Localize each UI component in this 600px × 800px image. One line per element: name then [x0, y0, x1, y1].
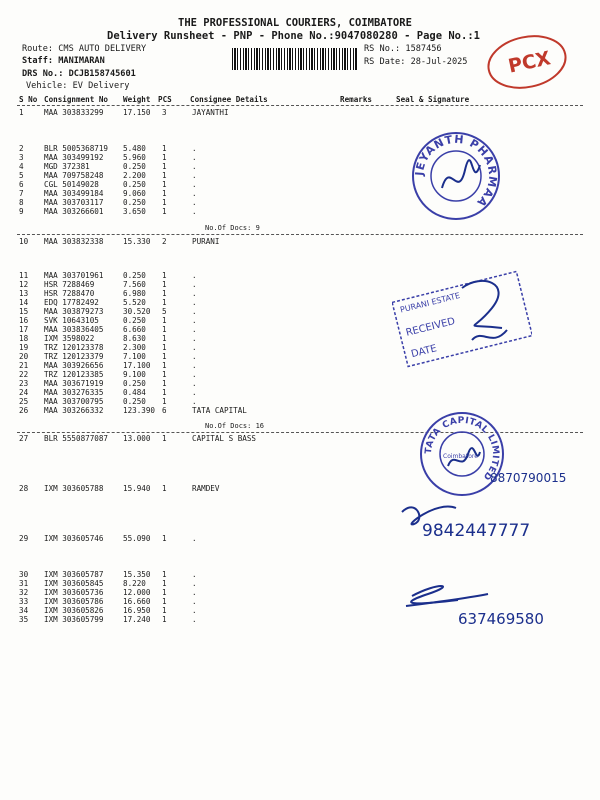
row-weight: 0.250 [123, 397, 146, 406]
row-consignment: IXM 3598022 [44, 334, 95, 343]
row-weight: 3.650 [123, 207, 146, 216]
row-details: . [192, 334, 197, 343]
row-weight: 5.480 [123, 144, 146, 153]
row-details: . [192, 307, 197, 316]
col-sno: S No [19, 95, 38, 104]
row-sno: 32 [19, 588, 29, 597]
row-consignment: IXM 303605799 [44, 615, 104, 624]
row-details: JAYANTHI [192, 108, 229, 117]
tata-phone-handwriting [488, 466, 578, 488]
row-pcs: 1 [162, 162, 167, 171]
row-sno: 9 [19, 207, 24, 216]
row-pcs: 1 [162, 579, 167, 588]
row-sno: 15 [19, 307, 29, 316]
row-details: RAMDEV [192, 484, 220, 493]
row-weight: 6.660 [123, 325, 146, 334]
col-weight: Weight [123, 95, 151, 104]
header-divider [17, 105, 583, 106]
row-sno: 28 [19, 484, 29, 493]
row-sno: 4 [19, 162, 24, 171]
row-weight: 17.100 [123, 361, 151, 370]
col-signature: Seal & Signature [396, 95, 470, 104]
row-pcs: 1 [162, 352, 167, 361]
row-sno: 5 [19, 171, 24, 180]
row-sno: 14 [19, 298, 29, 307]
row-pcs: 1 [162, 361, 167, 370]
row-weight: 0.250 [123, 379, 146, 388]
row-consignment: TRZ 120123385 [44, 370, 104, 379]
row-sno: 13 [19, 289, 29, 298]
row-weight: 5.520 [123, 298, 146, 307]
row-details: . [192, 189, 197, 198]
row-consignment: IXM 303605787 [44, 570, 104, 579]
capital-bass-signature [396, 490, 546, 542]
row-pcs: 1 [162, 171, 167, 180]
row-pcs: 1 [162, 289, 167, 298]
row-consignment: IXM 303605736 [44, 588, 104, 597]
row-pcs: 1 [162, 534, 167, 543]
purani-stamp-name: PURANI ESTATE [399, 290, 462, 315]
row-pcs: 2 [162, 237, 167, 246]
row-pcs: 1 [162, 325, 167, 334]
row-weight: 15.350 [123, 570, 151, 579]
row-sno: 8 [19, 198, 24, 207]
table-row [0, 207, 600, 217]
row-weight: 0.250 [123, 198, 146, 207]
row-weight: 7.560 [123, 280, 146, 289]
row-pcs: 1 [162, 298, 167, 307]
row-pcs: 1 [162, 370, 167, 379]
row-sno: 18 [19, 334, 29, 343]
row-pcs: 1 [162, 198, 167, 207]
tata-phone-text: 8870790015 [490, 471, 567, 485]
row-details: . [192, 144, 197, 153]
row-sno: 6 [19, 180, 24, 189]
row-details: . [192, 171, 197, 180]
row-weight: 123.390 [123, 406, 156, 415]
row-pcs: 1 [162, 343, 167, 352]
row-consignment: IXM 303605746 [44, 534, 104, 543]
row-sno: 17 [19, 325, 29, 334]
row-consignment: TRZ 120123378 [44, 343, 104, 352]
tata-seal-city: Coimbatore [443, 453, 478, 460]
row-consignment: CGL 50149028 [44, 180, 99, 189]
row-sno: 7 [19, 189, 24, 198]
row-weight: 0.484 [123, 388, 146, 397]
row-consignment: SVK 10643105 [44, 316, 99, 325]
row-weight: 5.960 [123, 153, 146, 162]
row-weight: 16.950 [123, 606, 151, 615]
row-pcs: 1 [162, 615, 167, 624]
company-title: THE PROFESSIONAL COURIERS, COIMBATORE [178, 17, 412, 29]
row-pcs: 1 [162, 189, 167, 198]
row-details: . [192, 316, 197, 325]
row-details: . [192, 289, 197, 298]
row-details: . [192, 280, 197, 289]
pcx-logo [484, 32, 570, 92]
row-details: . [192, 388, 197, 397]
doc-count-1: No.Of Docs: 9 [205, 224, 260, 232]
col-details: Consignee Details [190, 95, 268, 104]
purani-stamp-date: DATE [410, 343, 438, 361]
row-consignment: MAA 303266601 [44, 207, 104, 216]
row-details: . [192, 379, 197, 388]
row-consignment: MAA 303276335 [44, 388, 104, 397]
row-consignment: MGD 372381 [44, 162, 90, 171]
row-pcs: 1 [162, 280, 167, 289]
row-details: . [192, 570, 197, 579]
row-details: . [192, 606, 197, 615]
row-weight: 0.250 [123, 316, 146, 325]
row-weight: 16.660 [123, 597, 151, 606]
row-sno: 27 [19, 434, 29, 443]
row-sno: 1 [19, 108, 24, 117]
purani-received-stamp [392, 268, 532, 368]
row-weight: 9.100 [123, 370, 146, 379]
row-pcs: 1 [162, 271, 167, 280]
barcode [232, 48, 358, 70]
row-consignment: MAA 303700795 [44, 397, 104, 406]
rs-date: RS Date: 28-Jul-2025 [364, 57, 468, 67]
row-pcs: 6 [162, 406, 167, 415]
table-row [0, 434, 600, 444]
row-sno: 26 [19, 406, 29, 415]
row-details: . [192, 534, 197, 543]
jeyanth-seal [410, 130, 502, 222]
row-sno: 22 [19, 370, 29, 379]
ramdev-phone-text: 637469580 [458, 610, 544, 628]
row-consignment: IXM 303605788 [44, 484, 104, 493]
row-sno: 33 [19, 597, 29, 606]
col-consignment: Consignment No [44, 95, 109, 104]
row-consignment: MAA 303879273 [44, 307, 104, 316]
tata-seal-text: TATA CAPITAL LIMITED [423, 415, 501, 482]
row-pcs: 3 [162, 108, 167, 117]
row-consignment: MAA 303671919 [44, 379, 104, 388]
row-details: . [192, 162, 197, 171]
row-weight: 0.250 [123, 271, 146, 280]
row-sno: 25 [19, 397, 29, 406]
row-sno: 31 [19, 579, 29, 588]
row-weight: 8.630 [123, 334, 146, 343]
row-sno: 10 [19, 237, 29, 246]
capital-phone-text: 9842447777 [422, 521, 531, 541]
row-details: TATA CAPITAL [192, 406, 247, 415]
row-consignment: BLR 5005368719 [44, 144, 109, 153]
row-details: . [192, 271, 197, 280]
row-details: . [192, 343, 197, 352]
doc-count-2: No.Of Docs: 16 [205, 422, 265, 430]
row-pcs: 1 [162, 484, 167, 493]
row-consignment: MAA 303266332 [44, 406, 104, 415]
row-consignment: IXM 303605826 [44, 606, 104, 615]
row-pcs: 1 [162, 207, 167, 216]
row-weight: 55.090 [123, 534, 151, 543]
row-sno: 12 [19, 280, 29, 289]
row-details: PURANI [192, 237, 220, 246]
row-sno: 2 [19, 144, 24, 153]
pcx-logo-text: PCX [506, 47, 553, 78]
row-weight: 15.330 [123, 237, 151, 246]
row-weight: 0.250 [123, 180, 146, 189]
row-weight: 9.060 [123, 189, 146, 198]
row-consignment: MAA 709758248 [44, 171, 104, 180]
row-pcs: 1 [162, 379, 167, 388]
rs-number: RS No.: 1587456 [364, 44, 442, 54]
row-details: . [192, 180, 197, 189]
row-pcs: 1 [162, 153, 167, 162]
row-sno: 34 [19, 606, 29, 615]
row-pcs: 1 [162, 597, 167, 606]
row-weight: 17.240 [123, 615, 151, 624]
row-sno: 23 [19, 379, 29, 388]
row-sno: 30 [19, 570, 29, 579]
row-details: . [192, 325, 197, 334]
row-consignment: MAA 303703117 [44, 198, 104, 207]
row-consignment: MAA 303499184 [44, 189, 104, 198]
col-remarks: Remarks [340, 95, 373, 104]
row-sno: 29 [19, 534, 29, 543]
ramdev-signature [398, 572, 558, 632]
row-pcs: 1 [162, 588, 167, 597]
row-consignment: BLR 5550877087 [44, 434, 109, 443]
row-sno: 11 [19, 271, 29, 280]
row-details: . [192, 207, 197, 216]
row-consignment: TRZ 120123379 [44, 352, 104, 361]
row-weight: 2.300 [123, 343, 146, 352]
row-weight: 15.940 [123, 484, 151, 493]
row-details: CAPITAL S BASS [192, 434, 257, 443]
row-details: . [192, 198, 197, 207]
row-details: . [192, 579, 197, 588]
row-pcs: 5 [162, 307, 167, 316]
row-consignment: EDQ 17782492 [44, 298, 99, 307]
row-consignment: HSR 7288470 [44, 289, 95, 298]
group-divider [17, 234, 583, 235]
row-pcs: 1 [162, 316, 167, 325]
row-details: . [192, 397, 197, 406]
staff-label: Staff: MANIMARAN [22, 56, 105, 66]
row-weight: 12.000 [123, 588, 151, 597]
row-pcs: 1 [162, 334, 167, 343]
row-weight: 8.220 [123, 579, 146, 588]
row-details: . [192, 298, 197, 307]
table-row [0, 406, 600, 416]
table-row [0, 108, 600, 118]
drs-number: DRS No.: DCJB158745601 [22, 69, 136, 79]
row-weight: 13.000 [123, 434, 151, 443]
row-details: . [192, 588, 197, 597]
row-consignment: HSR 7288469 [44, 280, 95, 289]
row-weight: 2.200 [123, 171, 146, 180]
row-consignment: MAA 303499192 [44, 153, 104, 162]
purani-stamp-received: RECEIVED [404, 315, 457, 339]
row-details: . [192, 370, 197, 379]
row-pcs: 1 [162, 144, 167, 153]
col-pcs: PCS [158, 95, 172, 104]
row-details: . [192, 153, 197, 162]
row-weight: 17.150 [123, 108, 151, 117]
row-sno: 16 [19, 316, 29, 325]
row-details: . [192, 615, 197, 624]
row-consignment: IXM 303605845 [44, 579, 104, 588]
vehicle-label: Vehicle: EV Delivery [26, 81, 130, 91]
row-weight: 7.100 [123, 352, 146, 361]
row-sno: 3 [19, 153, 24, 162]
row-weight: 30.520 [123, 307, 151, 316]
row-weight: 0.250 [123, 162, 146, 171]
row-sno: 21 [19, 361, 29, 370]
route-label: Route: CMS AUTO DELIVERY [22, 44, 147, 54]
table-row [0, 237, 600, 247]
row-consignment: MAA 303832338 [44, 237, 104, 246]
row-sno: 20 [19, 352, 29, 361]
row-details: . [192, 597, 197, 606]
row-consignment: MAA 303701961 [44, 271, 104, 280]
row-consignment: MAA 303926656 [44, 361, 104, 370]
row-sno: 19 [19, 343, 29, 352]
jeyanth-seal-text: JEYANTH PHARMAA [412, 132, 500, 210]
row-sno: 24 [19, 388, 29, 397]
row-pcs: 1 [162, 180, 167, 189]
row-details: . [192, 361, 197, 370]
runsheet-title: Delivery Runsheet - PNP - Phone No.:9047080280 - Page No.:1 [107, 30, 480, 42]
row-consignment: IXM 303605786 [44, 597, 104, 606]
row-pcs: 1 [162, 434, 167, 443]
row-details: . [192, 352, 197, 361]
row-sno: 35 [19, 615, 29, 624]
row-pcs: 1 [162, 397, 167, 406]
row-pcs: 1 [162, 388, 167, 397]
row-weight: 6.980 [123, 289, 146, 298]
row-consignment: MAA 303836405 [44, 325, 104, 334]
row-pcs: 1 [162, 606, 167, 615]
row-consignment: MAA 303833299 [44, 108, 104, 117]
row-pcs: 1 [162, 570, 167, 579]
